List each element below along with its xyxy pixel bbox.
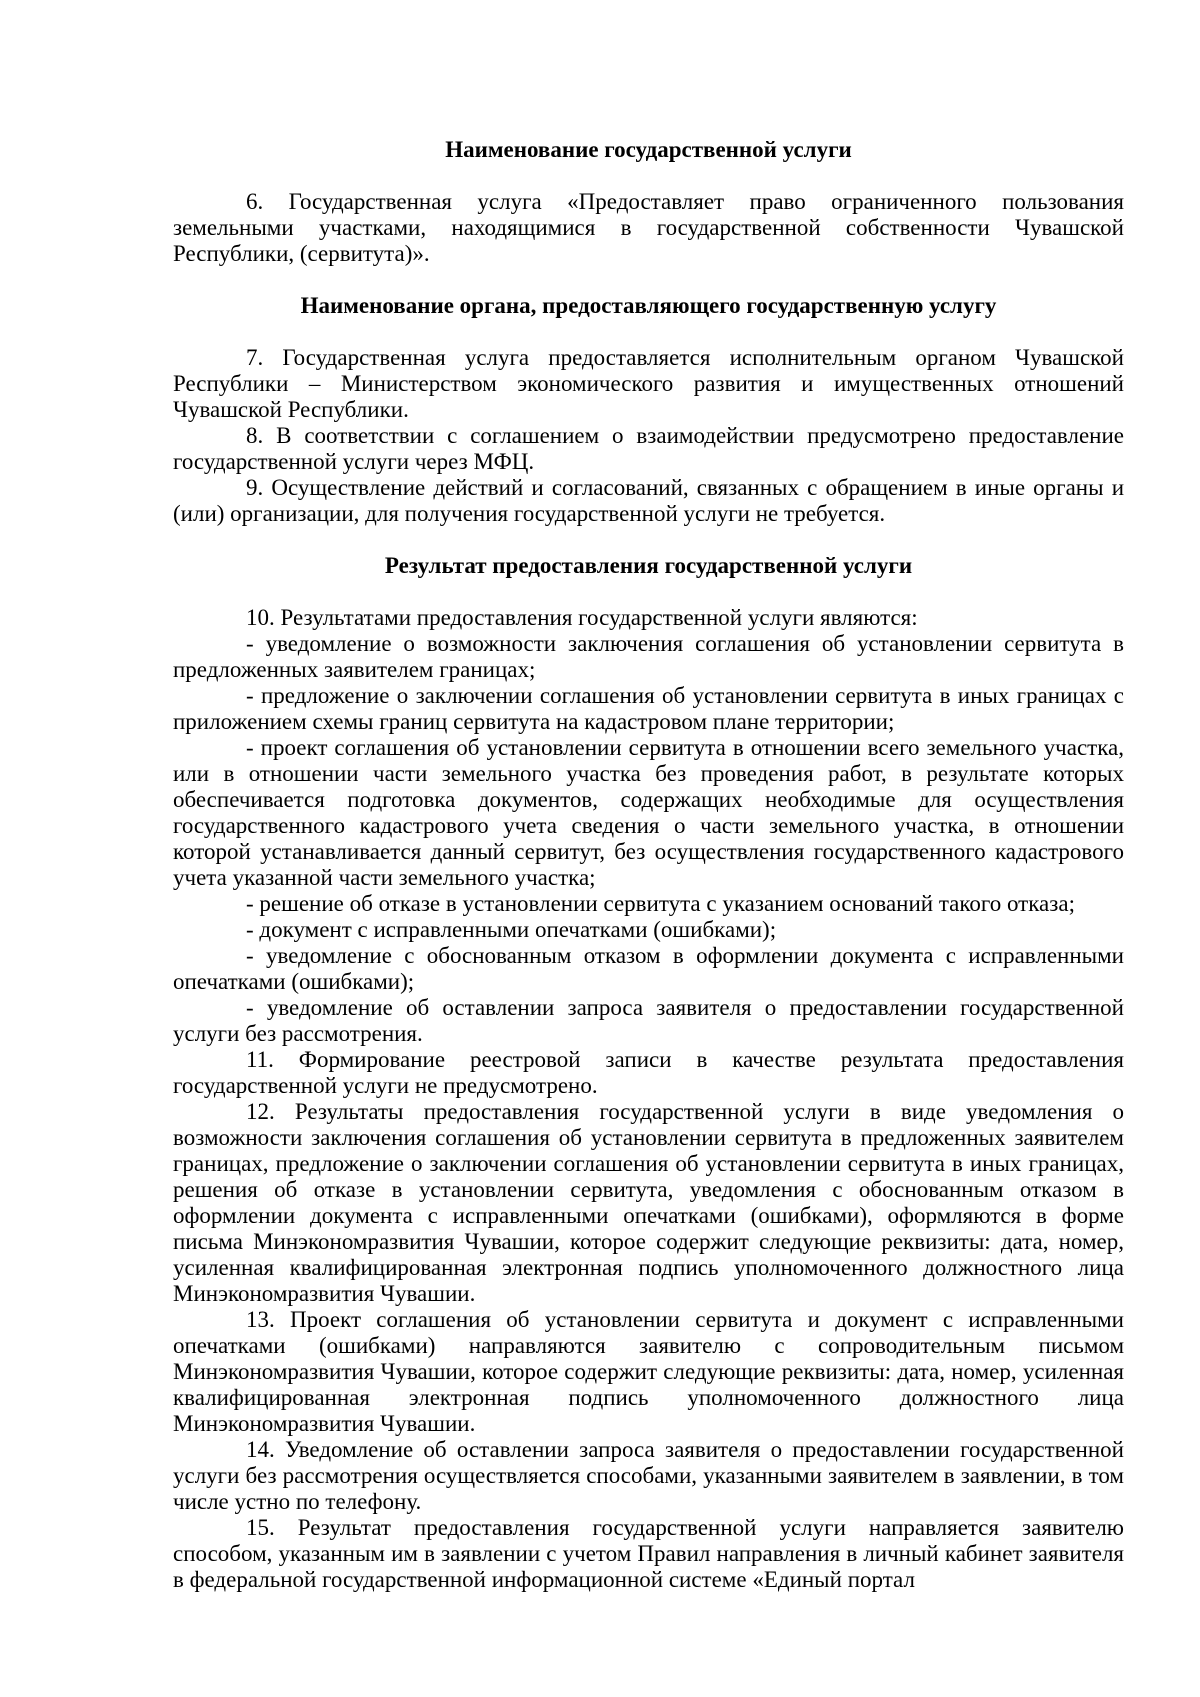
paragraph-15: 15. Результат предоставления государственной услуги направляется заявителю способом, указанным им в заявлении с учетом Правил направления в личный кабинет заявителя в федеральной государственной информационной системе «Единый портал <box>173 1515 1124 1592</box>
section-heading-service-name: Наименование государственной услуги <box>445 137 852 162</box>
spacer <box>173 527 1124 553</box>
spacer <box>173 579 1124 605</box>
list-item-result: - решение об отказе в установлении сервитута с указанием оснований такого отказа; <box>246 891 1075 916</box>
list-item-result: - проект соглашения об установлении сервитута в отношении всего земельного участка, или в отношении части земельного участка без проведения работ, в результате которых обеспечивается подготовка документов, содержащих необходимые для осуществления государственного кадастрового учета сведения о части земельного участка, в отношении которой устанавливается данный сервитут, без осуществления государственного кадастрового учета указанной части земельного участка; <box>173 735 1124 890</box>
paragraph-8: 8. В соответствии с соглашением о взаимодействии предусмотрено предоставление государственной услуги через МФЦ. <box>173 423 1124 474</box>
paragraph-9: 9. Осуществление действий и согласований, связанных с обращением в иные органы и (или) организации, для получения государственной услуги не требуется. <box>173 475 1124 526</box>
spacer <box>173 267 1124 293</box>
list-item-result: - предложение о заключении соглашения об установлении сервитута в иных границах с приложением схемы границ сервитута на кадастровом плане территории; <box>173 683 1124 734</box>
document-page <box>173 137 1124 1593</box>
paragraph-6: 6. Государственная услуга «Предоставляет право ограниченного пользования земельными участками, находящимися в государственной собственности Чувашской Республики, (сервитута)». <box>173 189 1124 266</box>
paragraph-7: 7. Государственная услуга предоставляется исполнительным органом Чувашской Республики – Министерством экономического развития и имущественных отношений Чувашской Республики. <box>173 345 1124 422</box>
spacer <box>173 319 1124 345</box>
list-item-result: - уведомление об оставлении запроса заявителя о предоставлении государственной услуги без рассмотрения. <box>173 995 1124 1046</box>
list-item-result: - уведомление о возможности заключения соглашения об установлении сервитута в предложенных заявителем границах; <box>173 631 1124 682</box>
list-item-result: - документ с исправленными опечатками (ошибками); <box>246 917 777 942</box>
spacer <box>173 163 1124 189</box>
paragraph-13: 13. Проект соглашения об установлении сервитута и документ с исправленными опечатками (ошибками) направляются заявителю с сопроводительным письмом Минэкономразвития Чувашии, которое содержит следующие реквизиты: дата, номер, усиленная квалифицированная электронная подпись уполномоченного должностного лица Минэкономразвития Чувашии. <box>173 1307 1124 1436</box>
paragraph-12: 12. Результаты предоставления государственной услуги в виде уведомления о возможности заключения соглашения об установлении сервитута в предложенных заявителем границах, предложение о заключении соглашения об установлении сервитута в иных границах, решения об отказе в установлении сервитута, уведомления с обоснованным отказом в оформлении документа с исправленными опечатками (ошибками), оформляются в форме письма Минэкономразвития Чувашии, которое содержит следующие реквизиты: дата, номер, усиленная квалифицированная электронная подпись уполномоченного должностного лица Минэкономразвития Чувашии. <box>173 1099 1124 1306</box>
section-heading-result: Результат предоставления государственной услуги <box>384 553 913 578</box>
paragraph-14: 14. Уведомление об оставлении запроса заявителя о предоставлении государственной услуги без рассмотрения осуществляется способами, указанными заявителем в заявлении, в том числе устно по телефону. <box>173 1437 1124 1514</box>
paragraph-11: 11. Формирование реестровой записи в качестве результата предоставления государственной услуги не предусмотрено. <box>173 1047 1124 1098</box>
section-heading-authority: Наименование органа, предоставляющего государственную услугу <box>300 293 997 318</box>
list-item-result: - уведомление с обоснованным отказом в оформлении документа с исправленными опечатками (ошибками); <box>173 943 1124 994</box>
paragraph-10: 10. Результатами предоставления государственной услуги являются: <box>246 605 918 630</box>
